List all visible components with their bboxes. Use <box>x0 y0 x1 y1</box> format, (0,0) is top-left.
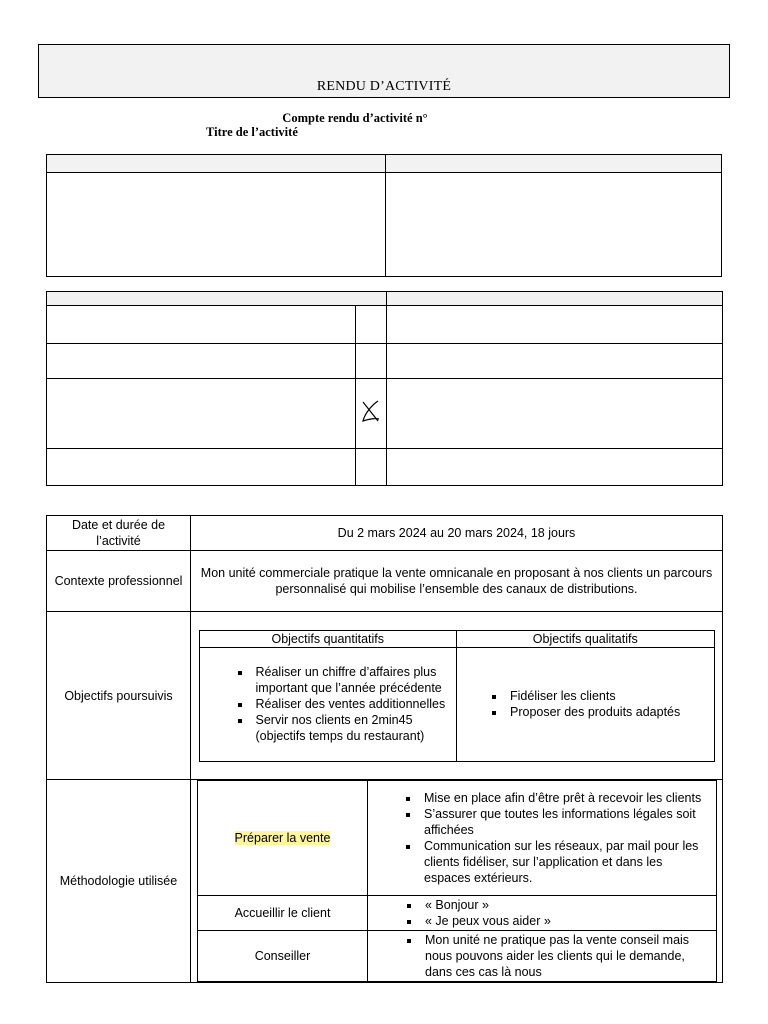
checkmark-icon <box>360 399 382 423</box>
method-step: Accueillir le client <box>198 896 368 931</box>
method-label: Méthodologie utilisée <box>47 780 191 983</box>
list-item: ▪ Fidéliser les clients <box>506 688 713 704</box>
date-value: Du 2 mars 2024 au 20 mars 2024, 18 jours <box>191 516 723 551</box>
table-cell <box>47 155 386 173</box>
table-cell <box>387 292 723 306</box>
method-items <box>368 781 717 896</box>
checkbox-cell[interactable] <box>356 449 387 486</box>
table-cell <box>387 449 723 486</box>
objectives-label: Objectifs poursuivis <box>47 612 191 780</box>
objectives-table <box>199 630 715 762</box>
activity-title-label: Titre de l’activité <box>206 125 298 139</box>
table-cell <box>387 344 723 379</box>
context-label: Contexte professionnel <box>47 551 191 612</box>
method-items <box>368 896 717 931</box>
page-title: RENDU D’ACTIVITÉ <box>316 79 452 94</box>
empty-checklist-table <box>46 291 723 486</box>
table-cell <box>47 173 386 277</box>
list-item: ▪ Réaliser des ventes additionnelles <box>252 696 451 712</box>
table-cell <box>47 306 356 344</box>
quant-header: Objectifs quantitatifs <box>199 630 457 647</box>
checkbox-cell[interactable] <box>356 379 387 449</box>
list-item: ▪ « Bonjour » <box>421 897 715 913</box>
date-label: Date et durée de l’activité <box>47 516 191 551</box>
table-cell <box>47 379 356 449</box>
method-list <box>369 897 715 929</box>
context-value: Mon unité commerciale pratique la vente omnicanale en proposant à nos clients un parcours personnalisé qui mobilise l’ensemble des canaux de distributions. <box>191 551 723 612</box>
qual-cell <box>457 647 715 761</box>
list-item: ▪ Mise en place afin d’être prêt à recevoir les clients <box>420 790 712 806</box>
method-cell <box>191 780 723 983</box>
list-item: ▪ Servir nos clients en 2min45 (objectifs temps du restaurant) <box>252 712 451 744</box>
method-list <box>368 790 712 886</box>
qual-list <box>458 688 713 720</box>
table-cell <box>387 379 723 449</box>
method-list <box>369 932 712 980</box>
method-table <box>197 780 717 982</box>
objectives-cell <box>191 612 723 780</box>
list-item: ▪ Proposer des produits adaptés <box>506 704 713 720</box>
table-cell <box>387 306 723 344</box>
table-cell <box>47 449 356 486</box>
table-cell <box>386 173 722 277</box>
checkbox-cell[interactable] <box>356 306 387 344</box>
method-step <box>198 781 368 896</box>
list-item: ▪ « Je peux vous aider » <box>421 913 715 929</box>
activity-details-table <box>46 515 723 983</box>
table-cell <box>47 292 387 306</box>
qual-header: Objectifs qualitatifs <box>457 630 715 647</box>
list-item: ▪ Mon unité ne pratique pas la vente conseil mais nous pouvons aider les clients qui le demande, dans ces cas là nous <box>421 932 712 980</box>
quant-cell <box>199 647 457 761</box>
method-step: Conseiller <box>198 931 368 982</box>
table-cell <box>47 344 356 379</box>
list-item: ▪ S’assurer que toutes les informations légales soit affichées <box>420 806 712 838</box>
list-item: ▪ Réaliser un chiffre d’affaires plus important que l’année précédente <box>252 664 451 696</box>
table-cell <box>386 155 722 173</box>
quant-list <box>200 664 451 744</box>
report-number-label: Compte rendu d’activité n° <box>282 111 428 125</box>
checkbox-cell[interactable] <box>356 344 387 379</box>
method-items <box>368 931 717 982</box>
header-box <box>38 44 730 98</box>
empty-info-table <box>46 154 722 277</box>
list-item: ▪ Communication sur les réseaux, par mail pour les clients fidéliser, sur l’application et dans les espaces extérieurs. <box>420 838 712 886</box>
method-step-label: Préparer la vente <box>234 831 331 845</box>
